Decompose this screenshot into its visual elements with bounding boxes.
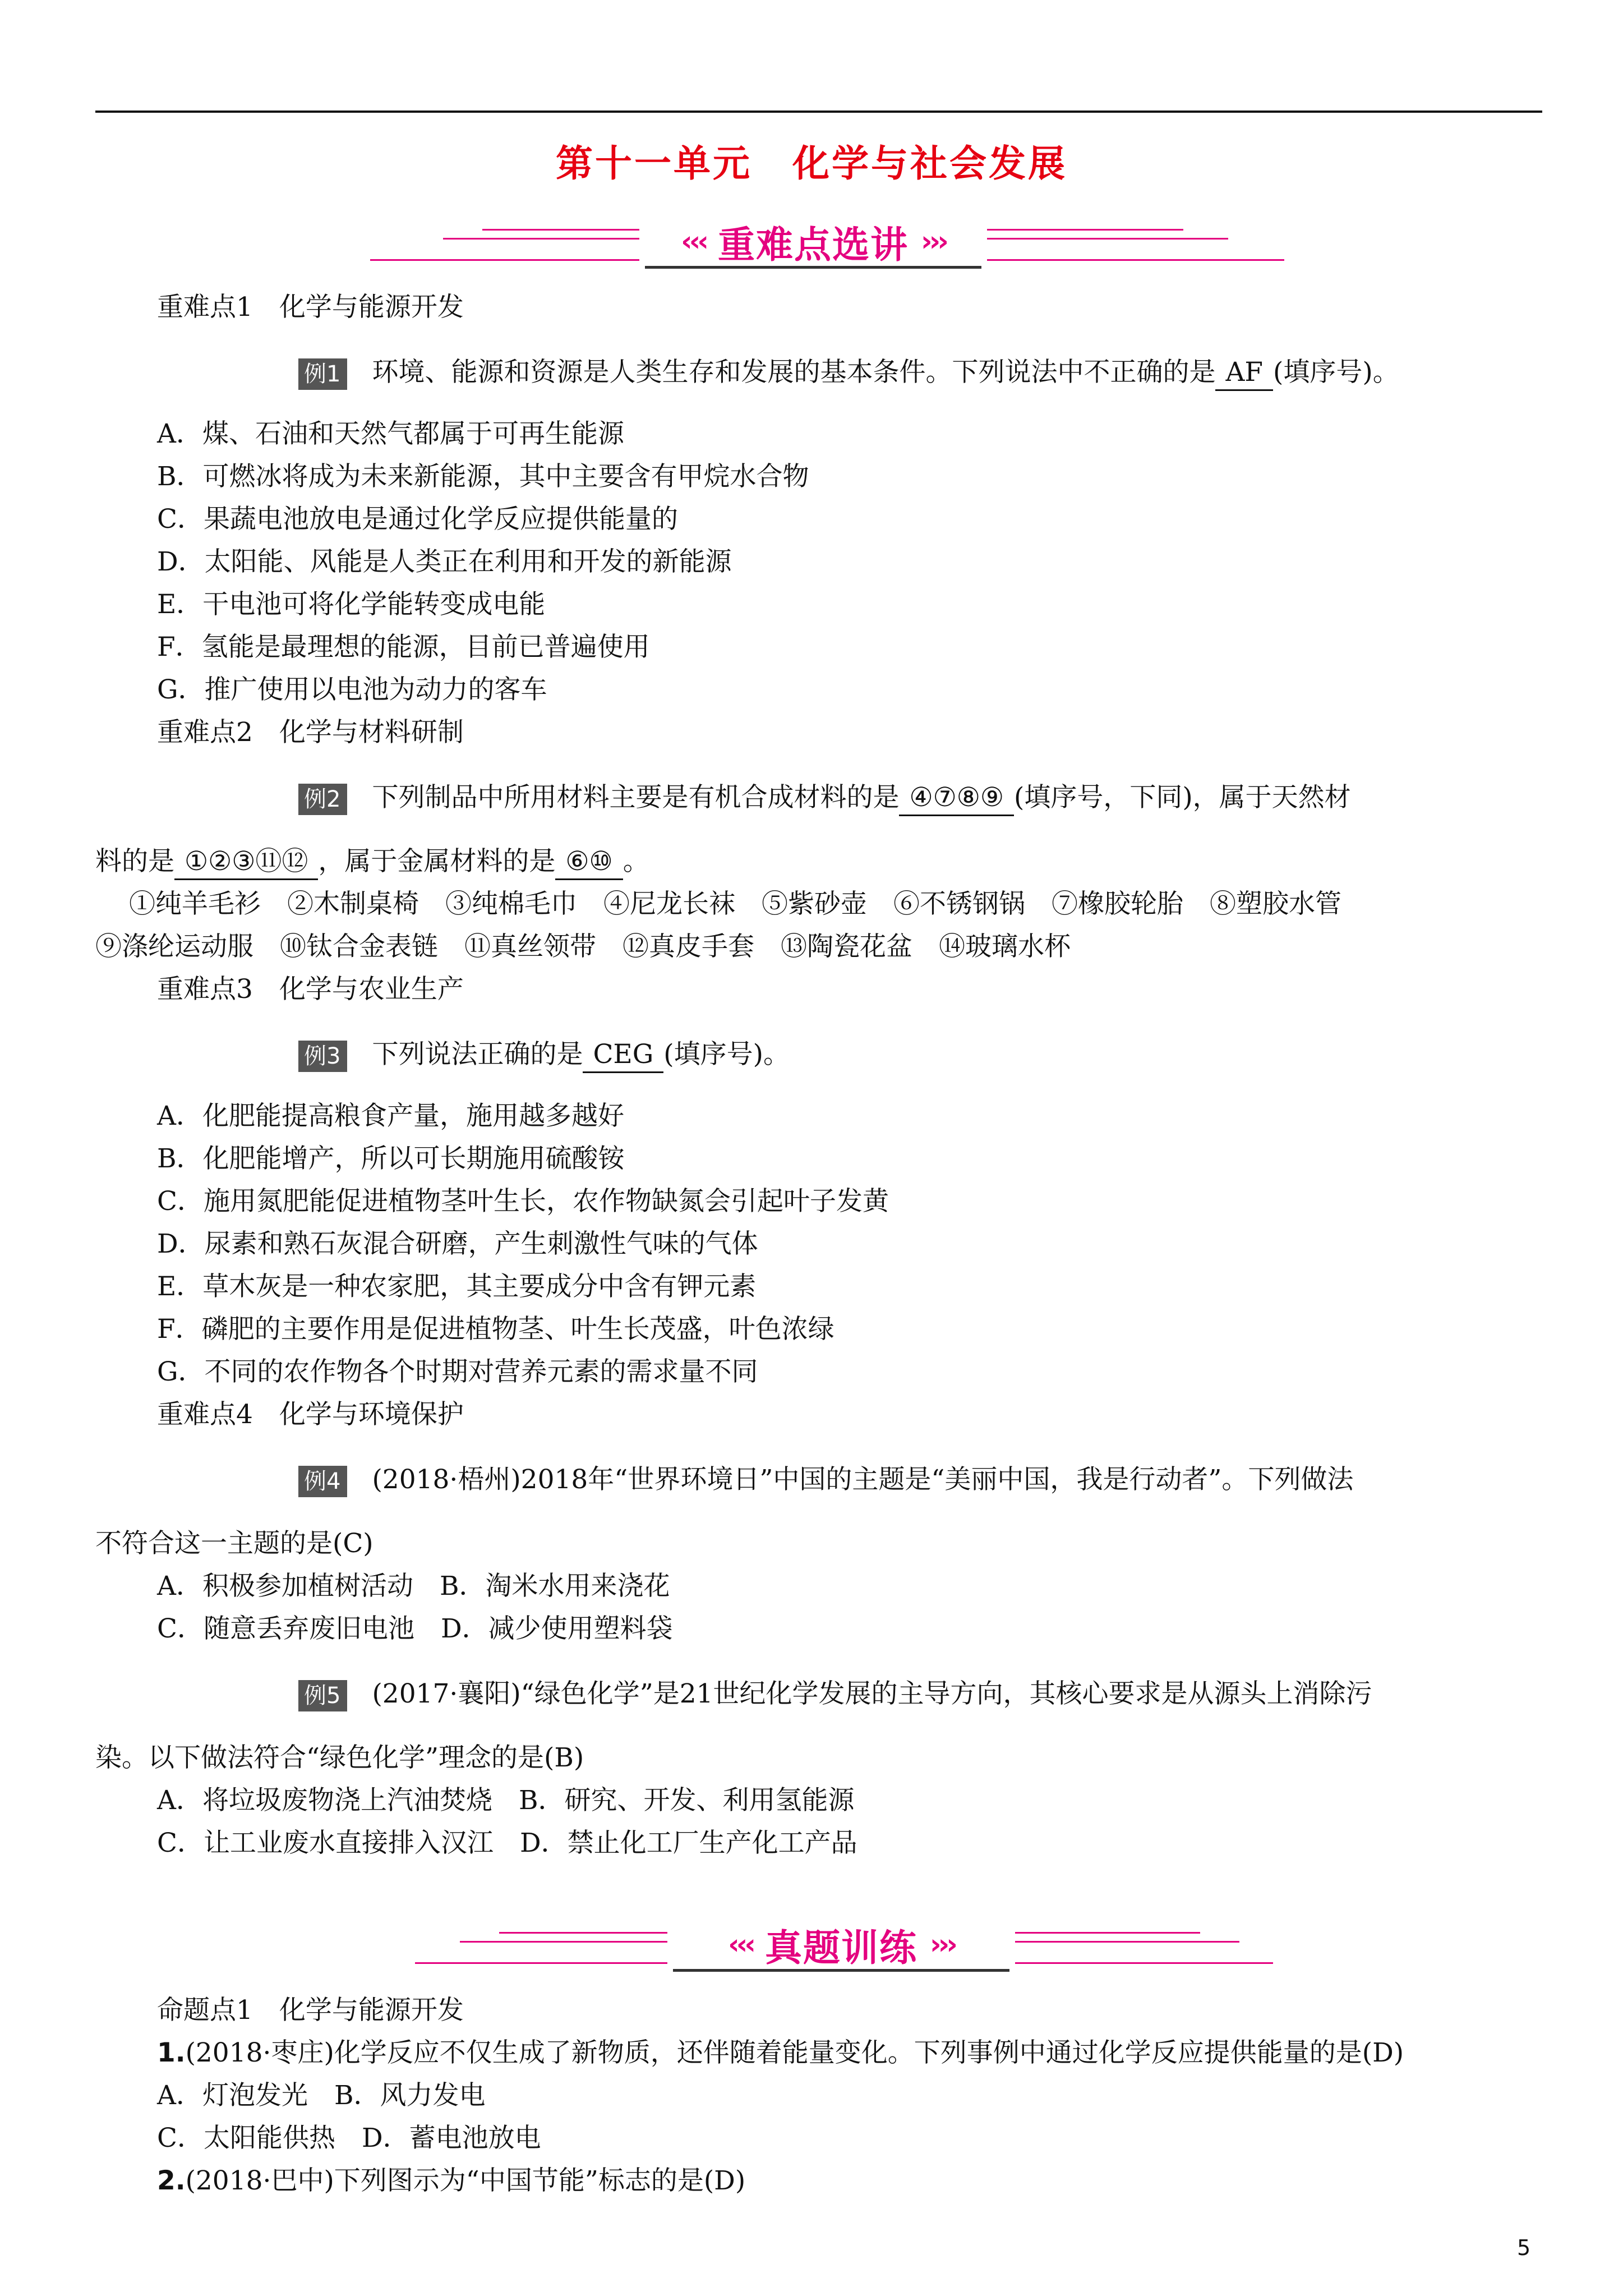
option-line: C．太阳能供热 D．蓄电池放电 (157, 2123, 541, 2154)
header-rule (95, 111, 1542, 113)
option-line: G．推广使用以电池为动力的客车 (157, 674, 547, 705)
option-line: D．尿素和熟石灰混合研磨，产生刺激性气味的气体 (157, 1228, 758, 1259)
answer-blank: CEG (583, 1038, 663, 1073)
option-line: F．氢能是最理想的能源，目前已普遍使用 (157, 632, 650, 662)
chevron-right-icon: ››› (930, 1928, 955, 1961)
example-4-question: 例4 (2018·梧州)2018年“世界环境日”中国的主题是“美丽中国，我是行动者”。下列做法 (298, 1463, 1353, 1497)
option-line: C．让工业废水直接排入汉江 D．禁止化工厂生产化工产品 (157, 1828, 857, 1858)
example-4-question-cont: 不符合这一主题的是(C) (95, 1528, 374, 1559)
option-line: A．将垃圾废物浇上汽油焚烧 B．研究、开发、利用氢能源 (157, 1785, 855, 1816)
example-tag: 例2 (298, 784, 347, 815)
answer-blank: ⑥⑩ (555, 845, 623, 880)
option-line: C．施用氮肥能促进植物茎叶生长，农作物缺氮会引起叶子发黄 (157, 1186, 889, 1217)
option-line: E．干电池可将化学能转变成电能 (157, 589, 546, 620)
option-line: B．可燃冰将成为未来新能源，其中主要含有甲烷水合物 (157, 461, 809, 492)
option-line: A．积极参加植树活动 B．淘米水用来浇花 (157, 1571, 670, 1602)
unit-label: 第十一单元 (556, 142, 752, 185)
heading-agriculture: 重难点3 化学与农业生产 (157, 974, 464, 1005)
item-list: ①纯羊毛衫 ②木制桌椅 ③纯棉毛巾 ④尼龙长袜 ⑤紫砂壶 ⑥不锈钢锅 ⑦橡胶轮胎 ⑧塑胶水管 (129, 889, 1341, 919)
option-line: C．随意丢弃废旧电池 D．减少使用塑料袋 (157, 1613, 673, 1644)
option-line: D．太阳能、风能是人类正在利用和开发的新能源 (157, 546, 732, 577)
example-tag: 例1 (298, 358, 347, 390)
option-line: F．磷肥的主要作用是促进植物茎、叶生长茂盛，叶色浓绿 (157, 1314, 834, 1345)
heading-environment: 重难点4 化学与环境保护 (157, 1399, 464, 1430)
chevron-right-icon: ››› (921, 225, 946, 257)
option-line: A．灯泡发光 B．风力发电 (157, 2080, 486, 2111)
example-5-question: 例5 (2017·襄阳)“绿色化学”是21世纪化学发展的主导方向，其核心要求是从源头上消除污 (298, 1677, 1372, 1711)
example-3-question: 例3 下列说法正确的是 CEG (填序号)。 (298, 1038, 790, 1073)
chevron-left-icon: ‹‹‹ (681, 225, 706, 257)
example-2-question: 例2 下列制品中所用材料主要是有机合成材料的是 ④⑦⑧⑨ (填序号，下同)，属于天然材 (298, 781, 1351, 816)
answer-blank: ④⑦⑧⑨ (899, 781, 1014, 816)
section-banner-exam-practice (0, 1912, 1623, 1979)
chevron-left-icon: ‹‹‹ (728, 1928, 753, 1961)
practice-question-1: 1.(2018·枣庄)化学反应不仅生成了新物质，还伴随着能量变化。下列事例中通过化学反应提供能量的是(D) (157, 2037, 1404, 2068)
example-5-question-cont: 染。以下做法符合“绿色化学”理念的是(B) (95, 1742, 584, 1773)
item-list: ⑨涤纶运动服 ⑩钛合金表链 ⑪真丝领带 ⑫真皮手套 ⑬陶瓷花盆 ⑭玻璃水杯 (95, 931, 1071, 962)
practice-question-2: 2.(2018·巴中)下列图示为“中国节能”标志的是(D) (157, 2165, 746, 2196)
banner-label: 重难点选讲 (718, 223, 909, 266)
page-number: 5 (1517, 2235, 1531, 2260)
section-banner-key-points (0, 209, 1623, 276)
option-line: A．煤、石油和天然气都属于可再生能源 (157, 418, 624, 449)
example-tag: 例5 (298, 1680, 347, 1711)
answer-blank: ①②③⑪⑫ (174, 845, 318, 880)
answer-blank: AF (1215, 356, 1273, 391)
option-line: C．果蔬电池放电是通过化学反应提供能量的 (157, 504, 678, 535)
heading-energy: 重难点1 化学与能源开发 (157, 292, 464, 323)
heading-practice-energy: 命题点1 化学与能源开发 (157, 1995, 464, 2026)
option-line: E．草木灰是一种农家肥，其主要成分中含有钾元素 (157, 1271, 757, 1302)
example-1-question: 例1 环境、能源和资源是人类生存和发展的基本条件。下列说法中不正确的是 AF (填序号)。 (298, 356, 1399, 391)
example-tag: 例3 (298, 1041, 347, 1072)
page-title (0, 134, 1623, 187)
heading-materials: 重难点2 化学与材料研制 (157, 717, 464, 748)
option-line: B．化肥能增产，所以可长期施用硫酸铵 (157, 1143, 625, 1174)
option-line: A．化肥能提高粮食产量，施用越多越好 (157, 1101, 624, 1131)
example-2-question-cont: 料的是 ①②③⑪⑫ ，属于金属材料的是 ⑥⑩ 。 (95, 845, 649, 880)
unit-topic: 化学与社会发展 (792, 142, 1067, 185)
example-tag: 例4 (298, 1466, 347, 1497)
option-line: G．不同的农作物各个时期对营养元素的需求量不同 (157, 1356, 758, 1387)
banner-label: 真题训练 (765, 1926, 917, 1970)
